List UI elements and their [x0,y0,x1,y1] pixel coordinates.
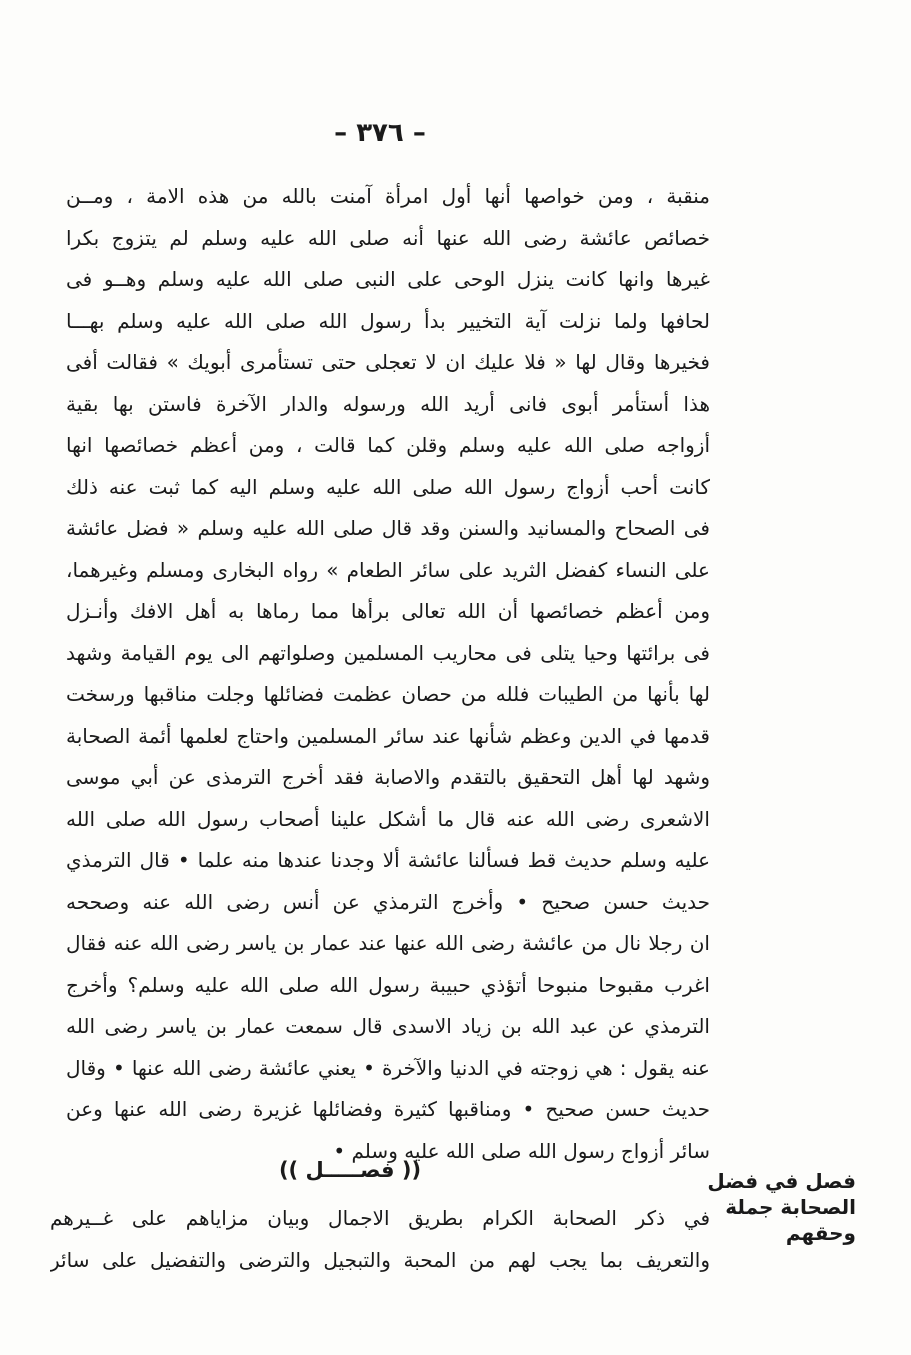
margin-note-line: الصحابة جملة [725,1195,856,1219]
section-text-line: في ذكر الصحابة الكرام بطريق الاجمال وبيان مزاياهم على غــيرهم [50,1206,710,1230]
text-line: عليه وسلم حديث قط فسألنا عائشة ألا وجدنا عندها منه علما • قال الترمذي [66,848,710,872]
text-line: منقبة ، ومن خواصها أنها أول امرأة آمنت بالله من هذه الامة ، ومــن [66,184,710,208]
margin-note [707,1168,856,1246]
page-number: – ٣٧٦ – [334,118,426,148]
text-line: قدمها في الدين وعظم شأنها عند سائر المسلمين واحتاج لعلمها أئمة الصحابة [66,723,710,748]
text-line: الاشعرى رضى الله عنه قال ما أشكل علينا أصحاب رسول الله صلى الله [66,806,710,831]
text-line: فخيرها وقال لها « فلا عليك ان لا تعجلى حتى تستأمرى أبويك » فقالت أفى [66,350,710,374]
text-line: على النساء كفضل الثريد على سائر الطعام » رواه البخارى ومسلم وغيرهما، [66,557,710,582]
section-heading: (( فصـــــل )) [278,1158,422,1182]
text-line: لها بأنها من الطيبات فلله من حصان عظمت فضائلها وجلت مناقبها ورسخت [66,682,710,706]
text-line: أزواجه صلى الله عليه وسلم وقلن كما قالت ، ومن أعظم خصائصها انها [66,433,710,457]
text-line: اغرب مقبوحا منبوحا أتؤذي حبيبة رسول الله صلى الله عليه وسلم؟ وأخرج [66,972,710,997]
text-line: كانت أحب أزواج رسول الله صلى الله عليه وسلم اليه كما ثبت عنه ذلك [66,474,710,499]
text-line: خصائص عائشة رضى الله عنها أنه صلى الله عليه وسلم لم يتزوج بكرا [66,225,710,250]
text-line: هذا أستأمر أبوى فانى أريد الله ورسوله والدار الآخرة فاستن بها بقية [66,391,710,416]
section-text-line: والتعريف بما يجب لهم من المحبة والتبجيل والترضى والتفضيل على سائر [50,1247,710,1272]
text-line: حديث حسن صحيح • وأخرج الترمذي عن أنس رضى الله عنه وصححه [66,889,710,914]
main-text-block [66,176,710,1172]
section-text-block [50,1198,710,1281]
margin-note-line: وحقهم [785,1221,856,1245]
text-line: فى برائتها وحيا يتلى فى محاريب المسلمين وصلواتهم الى يوم القيامة وشهد [66,640,710,665]
text-line: حديث حسن صحيح • ومناقبها كثيرة وفضائلها غزيرة رضى الله عنها وعن [66,1097,710,1121]
text-line: ومن أعظم خصائصها أن الله تعالى برأها مما رماها به أهل الافك وأنـزل [66,599,710,623]
text-line: وشهد لها أهل التحقيق بالتقدم والاصابة فقد أخرج الترمذى عن أبي موسى [66,765,710,789]
text-line: الترمذي عن عبد الله بن زياد الاسدى قال سمعت عمار بن ياسر رضى الله [66,1014,710,1038]
text-line: سائر أزواج رسول الله صلى الله عليه وسلم • [333,1138,710,1163]
text-line: عنه يقول : هي زوجته في الدنيا والآخرة • يعني عائشة رضى الله عنها • وقال [66,1055,710,1080]
text-line: ان رجلا نال من عائشة رضى الله عنها عند عمار بن ياسر رضى الله عنه فقال [66,931,710,955]
text-line: لحافها ولما نزلت آية التخيير بدأ رسول الله صلى الله عليه وسلم بهـــا [66,308,710,333]
margin-note-line: فصل في فضل [707,1169,856,1193]
text-line: فى الصحاح والمسانيد والسنن وقد قال صلى الله عليه وسلم « فضل عائشة [66,516,710,540]
text-line: غيرها وانها كانت ينزل الوحى على النبى صلى الله عليه وسلم وهــو فى [66,267,710,291]
